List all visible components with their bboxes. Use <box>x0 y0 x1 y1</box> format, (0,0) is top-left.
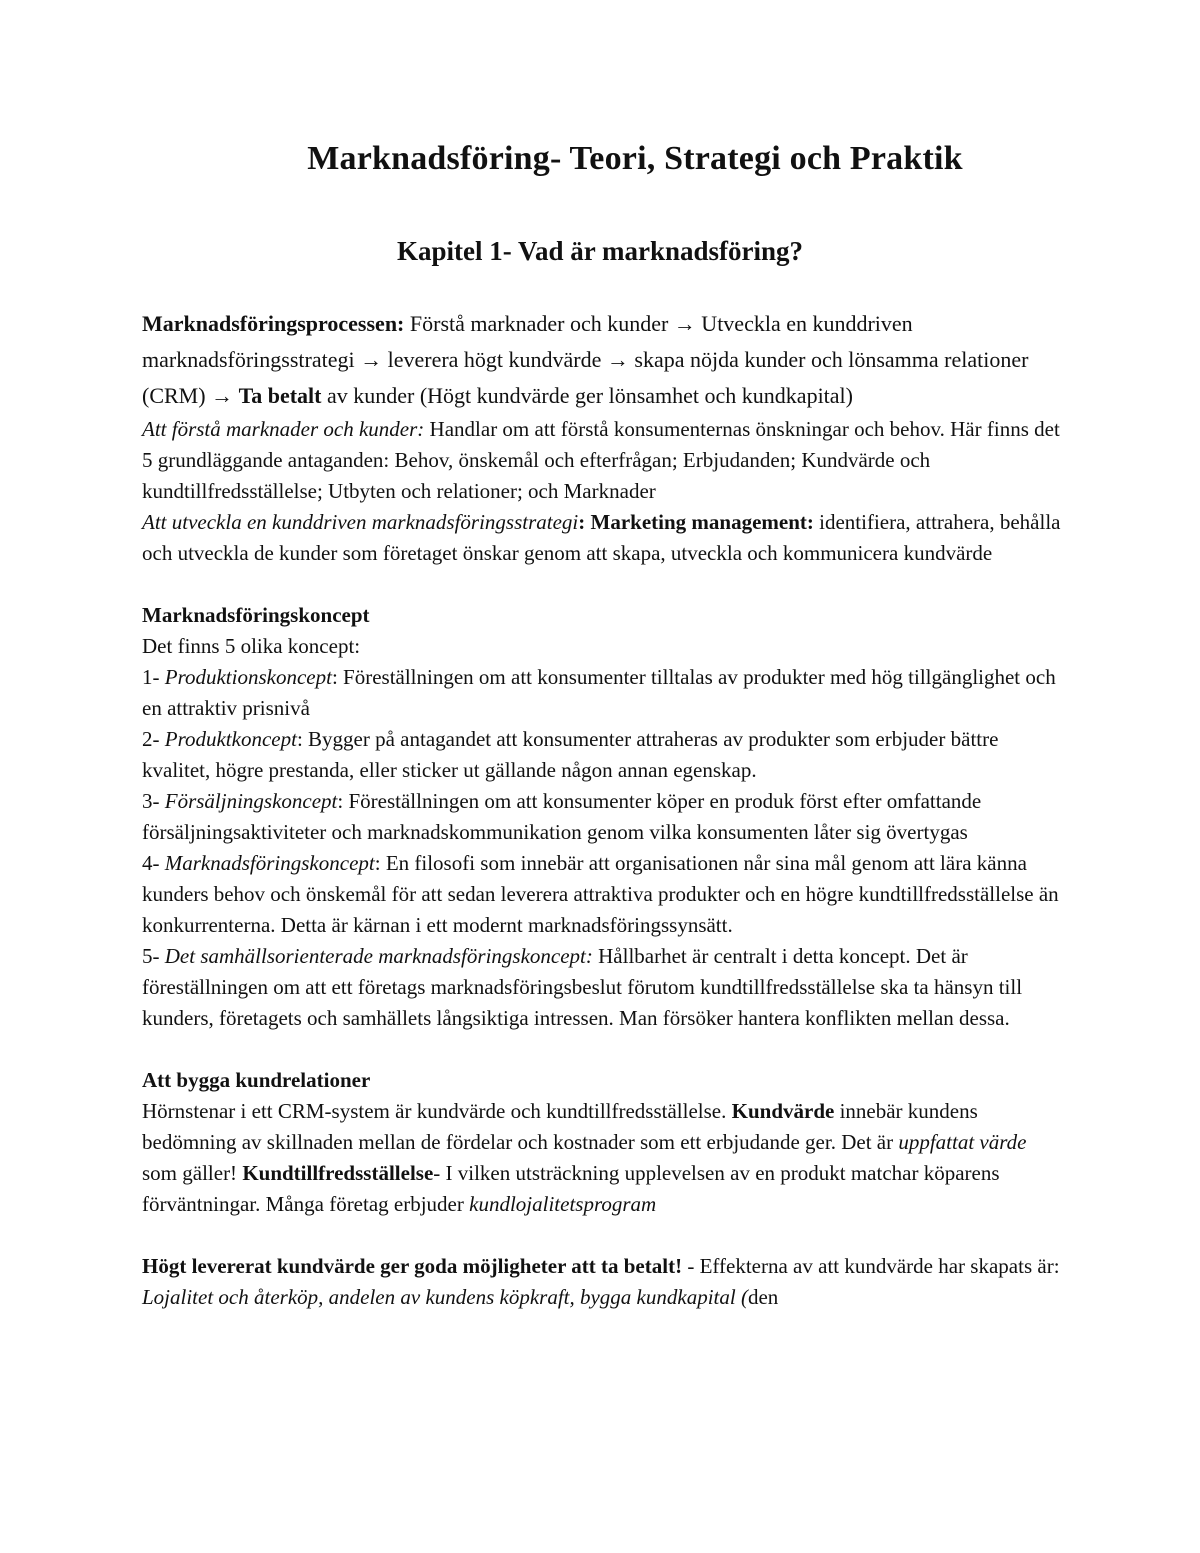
concept-number: 1- <box>142 665 165 689</box>
concept-name: Det samhällsorienterade marknadsföringskoncept: <box>164 944 593 968</box>
concept-item <box>142 724 1062 786</box>
concept-text: : Bygger på antagandet att konsumenter attraheras av produkter som erbjuder bättre kvalitet, högre prestanda, eller sticker ut gällande någon annan egenskap. <box>142 727 999 782</box>
relations-text-1: Hörnstenar i ett CRM-system är kundvärde och kundtillfredsställelse. <box>142 1099 732 1123</box>
concept-item <box>142 941 1062 1034</box>
relations-italic-2: kundlojalitetsprogram <box>469 1192 657 1216</box>
chapter-heading: Kapitel 1- Vad är marknadsföring? <box>396 236 804 266</box>
spacer <box>142 1034 1062 1065</box>
concept-item <box>142 786 1062 848</box>
relations-text-2: innebär kundens bedömning av skillnaden mellan de fördelar och kostnader som ett erbjudande ger. Det är <box>142 1099 978 1154</box>
concept-name: Försäljningskoncept <box>164 789 338 813</box>
concept-number: 5- <box>142 944 165 968</box>
understand-label: Att förstå marknader och kunder: <box>142 417 425 441</box>
document-body <box>142 306 1062 1313</box>
process-paragraph <box>142 306 1062 414</box>
concept-item <box>142 848 1062 941</box>
concept-item <box>142 662 1062 724</box>
concepts-intro: Det finns 5 olika koncept: <box>142 634 361 658</box>
concept-name: Produktkoncept <box>164 727 297 751</box>
relations-text-4: - I vilken utsträckning upplevelsen av en produkt matchar köparens förväntningar. Många företag erbjuder <box>142 1161 1000 1216</box>
delivered-italic: Lojalitet och återköp, andelen av kundens köpkraft, bygga kundkapital ( <box>142 1285 748 1309</box>
spacer <box>142 1220 1062 1251</box>
strategy-colon: : <box>578 510 586 534</box>
strategy-bold-label: Marketing management: <box>585 510 814 534</box>
delivered-bold: Högt levererat kundvärde ger goda möjligheter att ta betalt! <box>142 1254 683 1278</box>
understand-text: Handlar om att förstå konsumenternas önskningar och behov. Här finns det 5 grundläggande antaganden: Behov, önskemål och efterfrågan; Erbjudanden; Kundvärde och kundtillfredsställelse; Utbyten och relationer; och Marknader <box>142 417 1060 503</box>
delivered-text-2: den <box>747 1285 779 1309</box>
strategy-text: identifiera, attrahera, behålla och utveckla de kunder som företaget önskar genom att skapa, utveckla och kommunicera kundvärde <box>142 510 1061 565</box>
relations-text-3: som gäller! <box>142 1161 243 1185</box>
relations-paragraph <box>142 1096 1062 1220</box>
concept-text: : Föreställningen om att konsumenter köper en produk först efter omfattande försäljningsaktiviteter och marknadskommunikation genom vilka konsumenten låter sig övertygas <box>142 789 982 844</box>
concepts-heading: Marknadsföringskoncept <box>142 603 370 627</box>
concept-number: 4- <box>142 851 165 875</box>
strategy-label: Att utveckla en kunddriven marknadsföringsstrategi <box>142 510 579 534</box>
relations-bold-2: Kundtillfredsställelse <box>242 1161 434 1185</box>
process-label: Marknadsföringsprocessen: <box>142 311 405 336</box>
concept-text: Hållbarhet är centralt i detta koncept. Det är föreställningen om att ett företags marknadsföringsbeslut förutom kundtillfredsställelse ska ta hänsyn till kunders, företagets och samhällets långsiktiga intressen. Man försöker hantera konflikten mellan dessa. <box>142 944 1023 1030</box>
spacer <box>142 569 1062 600</box>
concept-number: 3- <box>142 789 165 813</box>
concept-number: 2- <box>142 727 165 751</box>
process-text-2: av kunder (Högt kundvärde ger lönsamhet och kundkapital) <box>321 383 853 408</box>
delivered-text-1: - Effekterna av att kundvärde har skapats är: <box>682 1254 1060 1278</box>
delivered-paragraph <box>142 1251 1062 1313</box>
understand-paragraph <box>142 414 1062 507</box>
document-title: Marknadsföring- Teori, Strategi och Praktik <box>307 140 963 177</box>
strategy-paragraph <box>142 507 1062 569</box>
process-bold-step: Ta betalt <box>238 383 322 408</box>
relations-heading: Att bygga kundrelationer <box>142 1068 371 1092</box>
relations-bold-1: Kundvärde <box>731 1099 835 1123</box>
concept-text: : En filosofi som innebär att organisationen når sina mål genom att lära känna kunders behov och önskemål för att sedan leverera attraktiva produkter och en högre kundtillfredsställelse än konkurrenterna. Detta är kärnan i ett modernt marknadsföringssynsätt. <box>142 851 1059 937</box>
concept-name: Produktionskoncept <box>164 665 332 689</box>
concept-name: Marknadsföringskoncept <box>164 851 375 875</box>
concept-text: : Föreställningen om att konsumenter tilltalas av produkter med hög tillgänglighet och en attraktiv prisnivå <box>142 665 1056 720</box>
process-text-1: Förstå marknader och kunder → Utveckla en kunddriven marknadsföringsstrategi → leverera högt kundvärde → skapa nöjda kunder och lönsamma relationer (CRM) → <box>142 311 1029 408</box>
relations-italic-1: uppfattat värde <box>898 1130 1027 1154</box>
